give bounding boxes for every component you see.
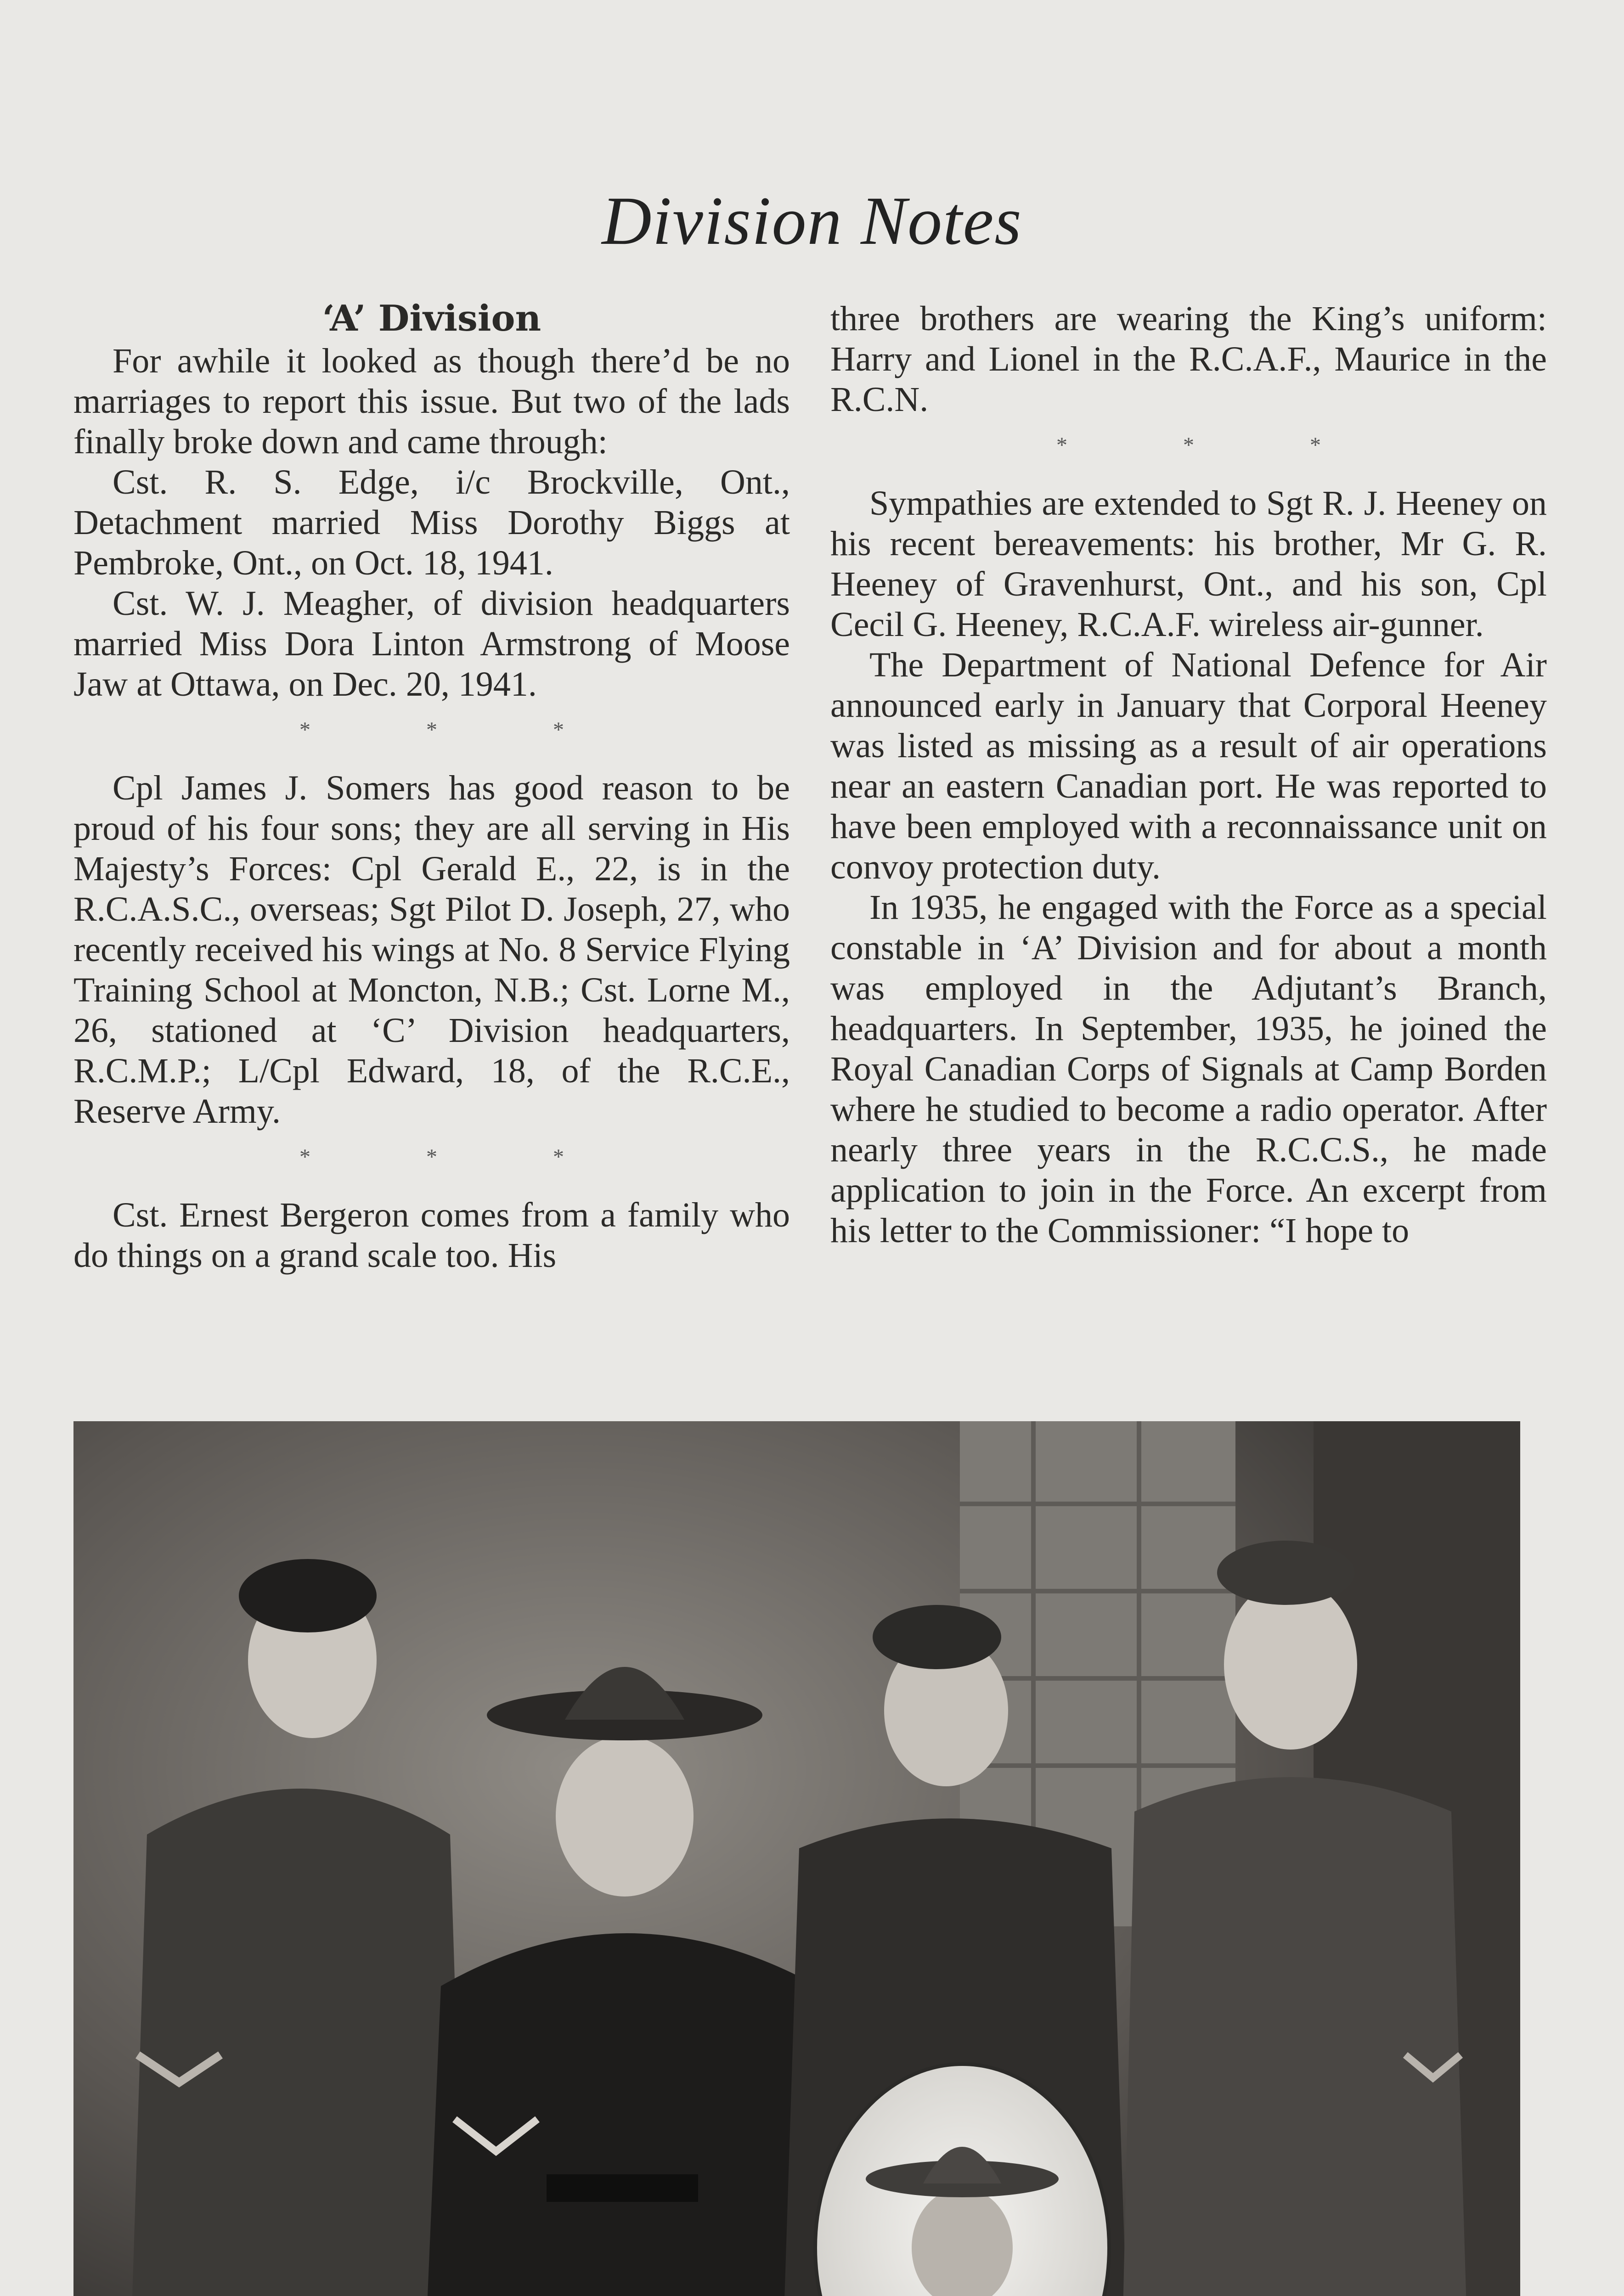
paragraph: For awhile it looked as though there’d be no marriages to report this issue. But two of the lads finally broke down and came through:: [73, 342, 790, 461]
photograph-illustration: [73, 1421, 1520, 2296]
left-column: [73, 298, 790, 1276]
paragraph: Cst. Ernest Bergeron comes from a family who do things on a grand scale too. His: [73, 1196, 790, 1275]
section-divider: * * *: [299, 1145, 564, 1169]
page-title: Division Notes: [602, 183, 1022, 259]
paragraph: Sympathies are extended to Sgt R. J. Heeney on his recent bereavements: his brother, Mr G. R. Heeney of Gravenhurst, Ont., and his son, Cpl Cecil G. Heeney, R.C.A.F. wireless air-gunner.: [830, 484, 1547, 644]
paragraph: In 1935, he engaged with the Force as a special constable in ‘A’ Division and for about a month was employed in the Adjutant’s Branch, headquarters. In September, 1935, he joined the Royal Canadian Corps of Signals at Camp Borden where he studied to become a radio operator. After nearly three years in the R.C.C.S., he made application to join in the Force. An excerpt from his letter to the Commissioner: “I hope to: [830, 888, 1547, 1250]
section-heading: ‘A’ Division: [322, 298, 541, 339]
paragraph: Cst. W. J. Meagher, of division headquarters married Miss Dora Linton Armstrong of Moose Jaw at Ottawa, on Dec. 20, 1941.: [73, 584, 790, 703]
paragraph: Cst. R. S. Edge, i/c Brockville, Ont., Detachment married Miss Dorothy Biggs at Pembroke, Ont., on Oct. 18, 1941.: [73, 463, 790, 582]
paragraph: Cpl James J. Somers has good reason to be proud of his four sons; they are all serving in His Majesty’s Forces: Cpl Gerald E., 22, is in the R.C.A.S.C., overseas; Sgt Pilot D. Joseph, 27, who recently received his wings at No. 8 Service Flying Training School at Moncton, N.B.; Cst. Lorne M., 26, stationed at ‘C’ Division headquarters, R.C.M.P.; L/Cpl Edward, 18, of the R.C.E., Reserve Army.: [73, 769, 790, 1131]
section-divider: * * *: [299, 718, 564, 742]
paragraph: three brothers are wearing the King’s uniform: Harry and Lionel in the R.C.A.F., Maurice in the R.C.N.: [830, 299, 1547, 419]
family-photograph: [73, 1421, 1520, 2296]
right-column: [830, 298, 1547, 1251]
paragraph: The Department of National Defence for Air announced early in January that Corporal Heeney was listed as missing as a result of air operations near an eastern Canadian port. He was reported to have been employed with a reconnaissance unit on convoy protection duty.: [830, 646, 1547, 886]
section-divider: * * *: [1056, 433, 1321, 457]
